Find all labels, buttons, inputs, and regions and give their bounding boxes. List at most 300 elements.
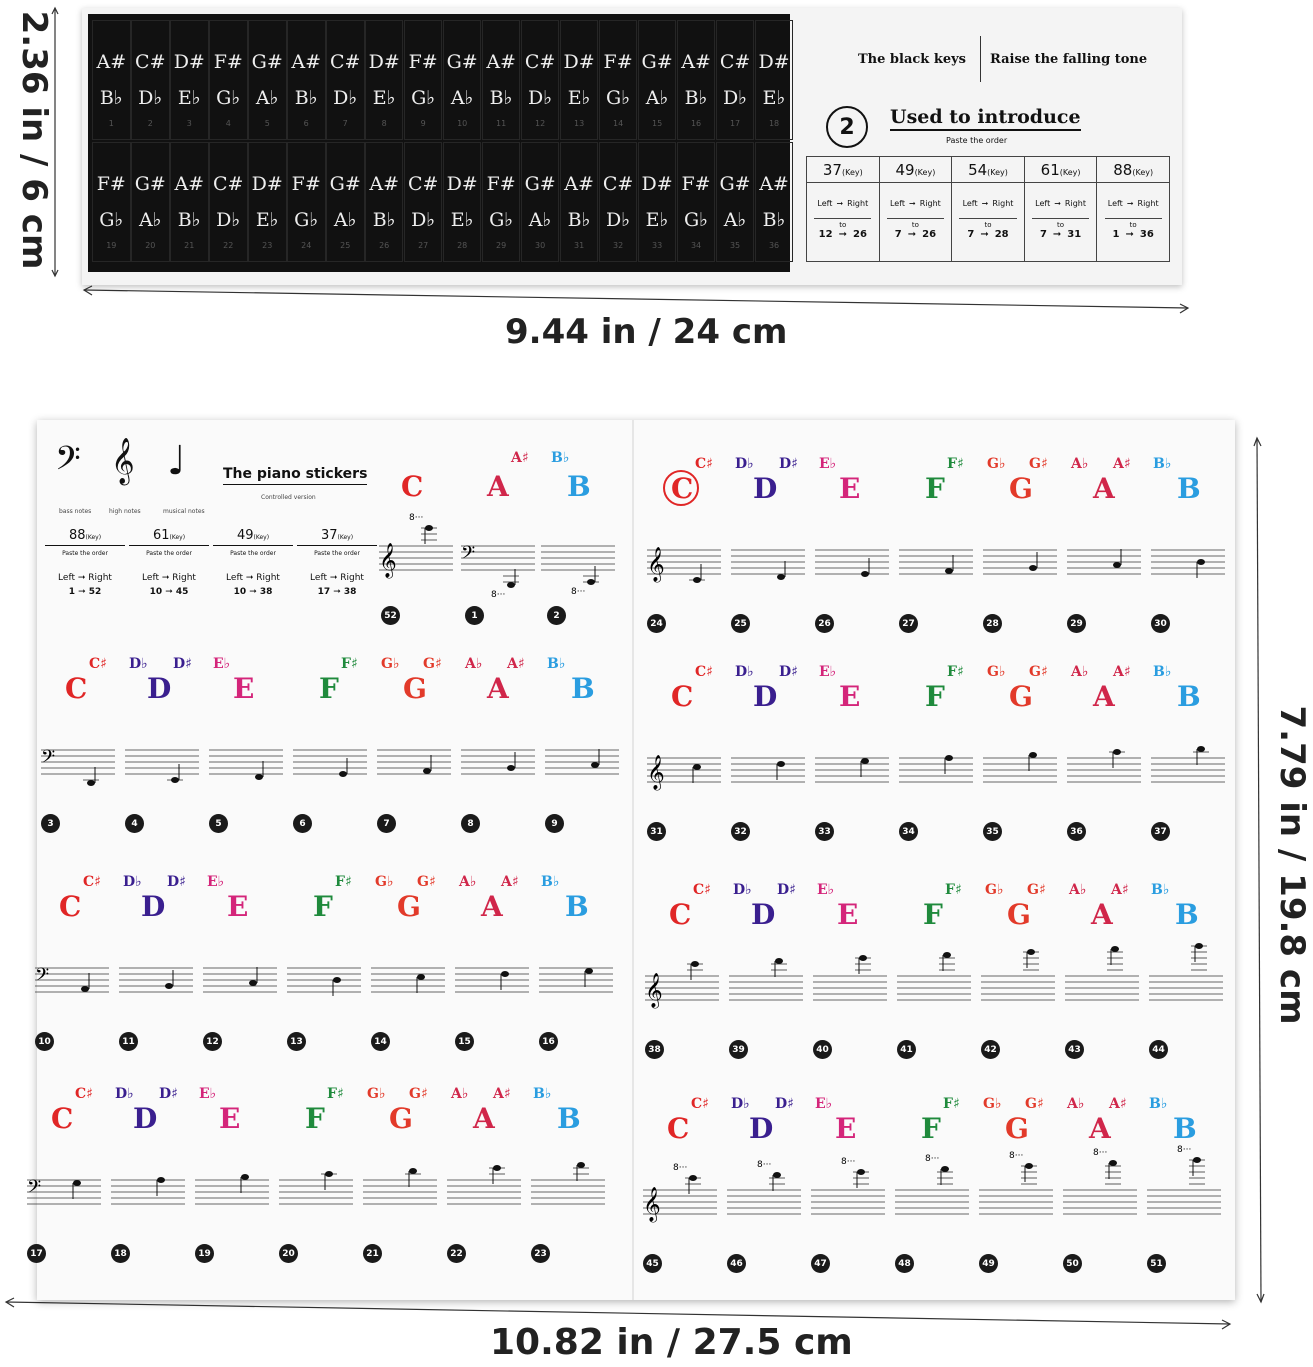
to-label: to bbox=[814, 218, 871, 229]
flat-label: B♭ bbox=[372, 209, 396, 231]
sheet-subtitle: Controlled version bbox=[261, 494, 316, 501]
arrow-right-icon: ➞ bbox=[162, 587, 176, 597]
key-count bbox=[45, 528, 125, 546]
accidental-label: A♭ bbox=[1071, 664, 1089, 680]
staff-with-note bbox=[541, 542, 615, 597]
key-count bbox=[1097, 161, 1169, 183]
note-c-label: C bbox=[401, 470, 424, 503]
staff-with-note bbox=[363, 1176, 437, 1208]
accidental-label: C♯ bbox=[89, 656, 107, 672]
sticker-number: 9 bbox=[420, 119, 426, 128]
accidental-label: D♯ bbox=[173, 656, 192, 672]
staff-with-note bbox=[379, 513, 453, 578]
arrow-right-icon: ➞ bbox=[1052, 229, 1062, 240]
black-key-sticker bbox=[209, 142, 248, 262]
flat-label: G♭ bbox=[294, 209, 319, 231]
black-key-sticker bbox=[755, 20, 794, 140]
note-head bbox=[1113, 749, 1121, 755]
range-to: 38 bbox=[343, 587, 357, 597]
staff-with-note bbox=[815, 546, 889, 578]
note-head bbox=[241, 1174, 249, 1180]
staff-with-note bbox=[461, 542, 535, 600]
flat-label: B♭ bbox=[99, 87, 123, 109]
sharp-label: G# bbox=[446, 51, 478, 73]
staff-with-note bbox=[531, 1176, 605, 1208]
sticker-range bbox=[895, 229, 936, 240]
accidental-label: D♭ bbox=[735, 456, 754, 472]
direction bbox=[963, 199, 1014, 208]
accidental-label: D♭ bbox=[733, 882, 752, 898]
note-head bbox=[861, 571, 869, 577]
sticker-number-badge: 39 bbox=[729, 1040, 748, 1059]
flat-label: G♭ bbox=[606, 87, 631, 109]
note-g-label: G bbox=[1005, 1112, 1029, 1145]
sticker-number-badge: 40 bbox=[813, 1040, 832, 1059]
note-d-label: D bbox=[751, 898, 776, 931]
range-from: 12 bbox=[818, 229, 833, 240]
black-key-sticker bbox=[638, 142, 677, 262]
sticker-number: 24 bbox=[301, 241, 312, 250]
staff-with-note bbox=[983, 546, 1057, 578]
staff-with-note bbox=[731, 546, 805, 578]
sharp-label: F# bbox=[486, 173, 516, 195]
note-c-label: C bbox=[669, 898, 692, 931]
sticker-number: 34 bbox=[690, 241, 702, 250]
black-key-sticker bbox=[287, 20, 326, 140]
note-head bbox=[423, 768, 431, 774]
sticker-number-badge: 12 bbox=[203, 1032, 222, 1051]
black-key-sticker bbox=[209, 20, 248, 140]
black-key-sticker bbox=[716, 142, 755, 262]
direction-left: Left bbox=[226, 573, 243, 583]
direction-left: Left bbox=[58, 573, 75, 583]
flat-label: B♭ bbox=[177, 209, 201, 231]
sharp-label: G# bbox=[329, 173, 361, 195]
staff-with-note bbox=[195, 1176, 269, 1208]
sticker-number-badge: 41 bbox=[897, 1040, 916, 1059]
sticker-number: 27 bbox=[418, 241, 429, 250]
note-head bbox=[861, 758, 869, 764]
sharp-label: G# bbox=[251, 51, 283, 73]
accidental-label: D♭ bbox=[731, 1096, 750, 1112]
accidental-label: B♭ bbox=[1153, 456, 1172, 472]
sharp-label: F# bbox=[291, 173, 321, 195]
black-key-sticker bbox=[521, 142, 560, 262]
sheet-header bbox=[37, 420, 377, 630]
accidental-label: D♭ bbox=[123, 874, 142, 890]
clef-label-high: high notes bbox=[109, 508, 141, 515]
note-head bbox=[777, 574, 785, 580]
note-c-label: C bbox=[51, 1102, 74, 1135]
accidental-label: D♯ bbox=[775, 1096, 794, 1112]
note-f-label: F bbox=[305, 1102, 325, 1135]
key-count bbox=[952, 161, 1024, 183]
note-b-label: B bbox=[1177, 472, 1201, 505]
sticker-number-badge: 49 bbox=[979, 1254, 998, 1273]
arrow-right-icon: ➞ bbox=[981, 199, 989, 208]
note-head bbox=[941, 1166, 949, 1172]
key-count-unit: (Key) bbox=[337, 534, 354, 541]
note-head bbox=[1195, 943, 1203, 949]
sharp-label: A# bbox=[96, 51, 127, 73]
sharp-label: C# bbox=[602, 173, 634, 195]
note-g-label: G bbox=[1009, 472, 1033, 505]
staff-with-note bbox=[539, 964, 613, 996]
staff-with-note bbox=[727, 1160, 801, 1218]
direction bbox=[45, 573, 125, 583]
highlight-circle bbox=[663, 470, 699, 506]
note-head bbox=[1113, 562, 1121, 568]
note-head bbox=[333, 977, 341, 983]
note-head bbox=[859, 955, 867, 961]
sharp-label: C# bbox=[407, 173, 439, 195]
range-from: 7 bbox=[967, 229, 975, 240]
key-count bbox=[880, 161, 952, 183]
accidental-label: D♯ bbox=[777, 882, 796, 898]
accidental-label: G♭ bbox=[987, 664, 1006, 680]
accidental-label: A♯ bbox=[501, 874, 519, 890]
key-count-column bbox=[952, 157, 1025, 261]
key-count-value: 37 bbox=[822, 161, 842, 179]
note-head bbox=[773, 1172, 781, 1178]
key-count-value: 54 bbox=[968, 161, 988, 179]
note-head bbox=[591, 762, 599, 768]
note-head bbox=[501, 971, 509, 977]
accidental-label: A♭ bbox=[1069, 882, 1087, 898]
note-e-label: E bbox=[233, 672, 255, 705]
flat-label: E♭ bbox=[567, 87, 591, 109]
black-key-sticker bbox=[131, 20, 170, 140]
accidental-label: C♯ bbox=[83, 874, 101, 890]
black-key-sticker bbox=[92, 20, 131, 140]
note-d-label: D bbox=[147, 672, 172, 705]
note-head bbox=[1197, 559, 1205, 565]
accidental-label: A♯ bbox=[507, 656, 525, 672]
black-key-sticker bbox=[365, 142, 404, 262]
key-count-value: 88 bbox=[1113, 161, 1133, 179]
note-head bbox=[587, 579, 595, 585]
note-f-label: F bbox=[319, 672, 339, 705]
sticker-number: 33 bbox=[651, 241, 663, 250]
sticker-number-badge: 10 bbox=[35, 1032, 54, 1051]
flat-label: B♭ bbox=[762, 209, 786, 231]
arrow-right-icon: ➞ bbox=[836, 199, 844, 208]
accidental-label: D♯ bbox=[779, 456, 798, 472]
staff-with-note bbox=[897, 972, 971, 1004]
direction bbox=[1108, 199, 1159, 208]
black-key-row-1 bbox=[92, 20, 794, 140]
note-b-label: B bbox=[571, 672, 595, 705]
key-count-unit: (Key) bbox=[914, 168, 936, 177]
sticker-number-badge: 52 bbox=[381, 606, 400, 625]
flat-label: E♭ bbox=[645, 209, 669, 231]
black-key-sticker bbox=[599, 142, 638, 262]
staff-with-note bbox=[811, 1157, 885, 1218]
note-head bbox=[87, 780, 95, 786]
staff-with-note bbox=[647, 754, 721, 790]
sticker-number: 22 bbox=[223, 241, 234, 250]
note-a-label: A bbox=[487, 672, 509, 705]
note-head bbox=[157, 1177, 165, 1183]
sharp-label: A# bbox=[174, 173, 205, 195]
accidental-label: A♯ bbox=[493, 1086, 511, 1102]
black-key-sticker bbox=[248, 20, 287, 140]
accidental-label: D♭ bbox=[129, 656, 148, 672]
accidental-label: G♯ bbox=[423, 656, 442, 672]
sticker-number-badge: 4 bbox=[125, 814, 144, 833]
sticker-number-badge: 8 bbox=[461, 814, 480, 833]
sticker-number-badge: 18 bbox=[111, 1244, 130, 1263]
key-count-unit: (Key) bbox=[841, 168, 863, 177]
flat-label: G♭ bbox=[411, 87, 436, 109]
note-g-label: G bbox=[403, 672, 427, 705]
flat-label: G♭ bbox=[216, 87, 241, 109]
staff-with-note bbox=[899, 546, 973, 578]
direction bbox=[297, 573, 377, 583]
note-f-label: F bbox=[921, 1112, 941, 1145]
note-head bbox=[425, 525, 433, 531]
flat-label: D♭ bbox=[605, 209, 631, 231]
range-from: 7 bbox=[1039, 229, 1047, 240]
direction bbox=[213, 573, 293, 583]
range-to: 26 bbox=[852, 229, 867, 240]
sticker-number: 32 bbox=[613, 241, 624, 250]
sticker-number-badge: 35 bbox=[983, 822, 1002, 841]
instructions-subtitle: Paste the order bbox=[946, 136, 1008, 145]
sharp-label: D# bbox=[368, 51, 400, 73]
sticker-number-badge: 31 bbox=[647, 822, 666, 841]
note-head bbox=[777, 761, 785, 767]
sticker-number-badge: 16 bbox=[539, 1032, 558, 1051]
black-key-sticker bbox=[404, 142, 443, 262]
treble-clef-icon: 𝄞 bbox=[645, 973, 663, 1008]
staff-with-note bbox=[647, 546, 721, 582]
flat-label: D♭ bbox=[528, 87, 553, 109]
arrow-right-icon: ➞ bbox=[74, 573, 89, 583]
staff-with-note bbox=[455, 964, 529, 996]
staff-with-note bbox=[279, 1176, 353, 1208]
staff-with-note bbox=[111, 1176, 185, 1208]
accidental-label: A♭ bbox=[459, 874, 477, 890]
black-key-sticker bbox=[170, 20, 209, 140]
note-head bbox=[493, 1165, 501, 1171]
accidental-label: G♭ bbox=[381, 656, 400, 672]
note-head bbox=[1029, 565, 1037, 571]
sharp-label: F# bbox=[96, 173, 126, 195]
note-head bbox=[1193, 1157, 1201, 1163]
sharp-label: A# bbox=[759, 173, 789, 195]
black-key-sticker bbox=[287, 142, 326, 262]
note-head bbox=[81, 986, 89, 992]
staff-with-note bbox=[125, 746, 199, 778]
note-b-label: B bbox=[567, 470, 591, 503]
note-head bbox=[507, 765, 515, 771]
sticker-number-badge: 32 bbox=[731, 822, 750, 841]
treble-clef-icon: 𝄞 bbox=[111, 438, 135, 484]
sticker-number: 15 bbox=[651, 119, 663, 128]
range-to: 52 bbox=[88, 587, 102, 597]
black-key-sticker bbox=[560, 20, 599, 140]
flat-label: A♭ bbox=[138, 209, 162, 231]
staff-with-note bbox=[899, 754, 973, 786]
sharp-label: F# bbox=[681, 173, 711, 195]
arrow-right-icon: ➞ bbox=[1125, 229, 1134, 240]
direction-right: Right bbox=[1137, 199, 1159, 208]
sticker-number: 26 bbox=[379, 241, 390, 250]
black-key-sticker bbox=[677, 20, 716, 140]
sharp-label: D# bbox=[251, 173, 283, 195]
range-from: 7 bbox=[894, 229, 902, 240]
note-head bbox=[1025, 1163, 1033, 1169]
sticker-number-badge: 38 bbox=[645, 1040, 664, 1059]
strip-height-label: 2.36 in / 6 cm bbox=[14, 10, 54, 270]
sticker-range bbox=[1113, 229, 1154, 240]
accidental-label: E♭ bbox=[815, 1096, 833, 1112]
sticker-number: 14 bbox=[613, 119, 624, 128]
sticker-number: 29 bbox=[496, 241, 507, 250]
accidental-label: G♯ bbox=[1029, 664, 1048, 680]
note-f-label: F bbox=[313, 890, 333, 923]
note-head bbox=[693, 577, 701, 583]
black-key-sticker bbox=[443, 20, 482, 140]
sharp-label: D# bbox=[758, 51, 790, 73]
flat-label: A♭ bbox=[450, 87, 474, 109]
accidental-label: F♯ bbox=[947, 664, 964, 680]
flat-label: D♭ bbox=[722, 87, 748, 109]
sticker-number-badge: 26 bbox=[815, 614, 834, 633]
accidental-label: G♯ bbox=[1027, 882, 1046, 898]
accidental-label: F♯ bbox=[947, 456, 964, 472]
staff-with-note bbox=[209, 746, 283, 778]
direction-right: Right bbox=[88, 573, 112, 583]
order-column bbox=[45, 528, 125, 597]
note-e-label: E bbox=[219, 1102, 241, 1135]
staff-with-note bbox=[41, 746, 115, 778]
sticker-number-badge: 9 bbox=[545, 814, 564, 833]
sticker-number-badge: 50 bbox=[1063, 1254, 1082, 1273]
flat-label: B♭ bbox=[294, 87, 318, 109]
staff-with-note bbox=[27, 1176, 101, 1208]
black-key-sticker bbox=[638, 20, 677, 140]
sharp-label: G# bbox=[641, 51, 673, 73]
flat-label: G♭ bbox=[683, 209, 709, 231]
range-to: 36 bbox=[1139, 229, 1154, 240]
key-count-value: 88 bbox=[68, 528, 86, 543]
sticker-number-badge: 17 bbox=[27, 1244, 46, 1263]
staff-with-note bbox=[203, 964, 277, 996]
black-key-sticker bbox=[443, 142, 482, 262]
octave-mark: 8··· bbox=[1009, 1151, 1024, 1161]
sharp-label: F# bbox=[603, 51, 633, 73]
note-g-label: G bbox=[389, 1102, 413, 1135]
note-f-label: F bbox=[925, 680, 945, 713]
order-column bbox=[297, 528, 377, 597]
accidental-label: E♭ bbox=[817, 882, 835, 898]
octave-mark: 8··· bbox=[757, 1160, 772, 1170]
accidental-label: F♯ bbox=[341, 656, 358, 672]
note-head bbox=[1111, 946, 1119, 952]
arrow-right-icon: ➞ bbox=[1054, 199, 1061, 208]
direction bbox=[817, 199, 868, 208]
strip-width-label: 9.44 in / 24 cm bbox=[505, 312, 788, 352]
note-b-label: B bbox=[557, 1102, 581, 1135]
staff-with-note bbox=[731, 754, 805, 786]
black-key-sticker bbox=[131, 142, 170, 262]
accidental-label: E♭ bbox=[819, 456, 837, 472]
flat-label: A♭ bbox=[645, 87, 669, 109]
sticker-number: 21 bbox=[184, 241, 195, 250]
falling-tone-label: Raise the falling tone bbox=[990, 52, 1148, 67]
sharp-label: C# bbox=[329, 51, 361, 73]
note-d-label: D bbox=[753, 680, 778, 713]
key-count-unit: (Key) bbox=[169, 534, 186, 541]
note-e-label: E bbox=[835, 1112, 857, 1145]
sticker-number-badge: 20 bbox=[279, 1244, 298, 1263]
range-to: 26 bbox=[922, 229, 937, 240]
accidental-label: G♯ bbox=[1029, 456, 1048, 472]
sticker-number-badge: 27 bbox=[899, 614, 918, 633]
flat-label: E♭ bbox=[177, 87, 201, 109]
arrow-right-icon: ➞ bbox=[838, 229, 847, 240]
sheet-width-label: 10.82 in / 27.5 cm bbox=[490, 1322, 853, 1363]
note-d-label: D bbox=[749, 1112, 774, 1145]
flat-label: D♭ bbox=[216, 209, 241, 231]
note-g-label: G bbox=[397, 890, 421, 923]
range-from: 17 bbox=[317, 587, 331, 597]
key-count-value: 49 bbox=[236, 528, 254, 543]
note-head bbox=[943, 952, 951, 958]
key-count-value: 37 bbox=[320, 528, 338, 543]
key-count bbox=[213, 528, 293, 546]
arrow-right-icon: ➞ bbox=[330, 587, 344, 597]
strip-instructions bbox=[798, 14, 1178, 272]
accidental-label: E♭ bbox=[199, 1086, 217, 1102]
black-key-sticker bbox=[755, 142, 794, 262]
note-d-label: D bbox=[133, 1102, 158, 1135]
note-a-label: A bbox=[487, 470, 509, 503]
sharp-label: A# bbox=[369, 173, 400, 195]
staff-with-note bbox=[645, 972, 719, 1008]
arrow-right-icon: ➞ bbox=[907, 229, 917, 240]
accidental-label: B♭ bbox=[551, 450, 570, 466]
sticker-number-badge: 34 bbox=[899, 822, 918, 841]
key-count-unit: (Key) bbox=[1059, 168, 1081, 177]
treble-clef-icon: 𝄞 bbox=[647, 755, 665, 790]
note-e-label: E bbox=[839, 472, 861, 505]
note-a-label: A bbox=[1093, 680, 1115, 713]
note-e-label: E bbox=[839, 680, 861, 713]
step-number: 2 bbox=[826, 106, 868, 148]
sticker-number-badge: 30 bbox=[1151, 614, 1170, 633]
sticker-number-badge: 1 bbox=[465, 606, 484, 625]
note-head bbox=[1197, 746, 1205, 752]
sticker-number-badge: 19 bbox=[195, 1244, 214, 1263]
to-label: to bbox=[1105, 218, 1162, 229]
bass-clef-icon: 𝄢 bbox=[35, 965, 50, 990]
sticker-number-badge: 5 bbox=[209, 814, 228, 833]
accidental-label: D♯ bbox=[779, 664, 798, 680]
treble-clef-icon: 𝄞 bbox=[647, 547, 665, 582]
sheet-fold-line bbox=[632, 420, 634, 1300]
clef-label-bass: bass notes bbox=[59, 508, 92, 515]
sticker-number-badge: 29 bbox=[1067, 614, 1086, 633]
range-from: 1 bbox=[68, 587, 75, 597]
flat-label: A♭ bbox=[723, 209, 747, 231]
sticker-number: 16 bbox=[690, 119, 702, 128]
treble-clef-icon: 𝄞 bbox=[643, 1187, 661, 1222]
staff-with-note bbox=[729, 972, 803, 1004]
bass-clef-icon: 𝄢 bbox=[55, 440, 81, 486]
